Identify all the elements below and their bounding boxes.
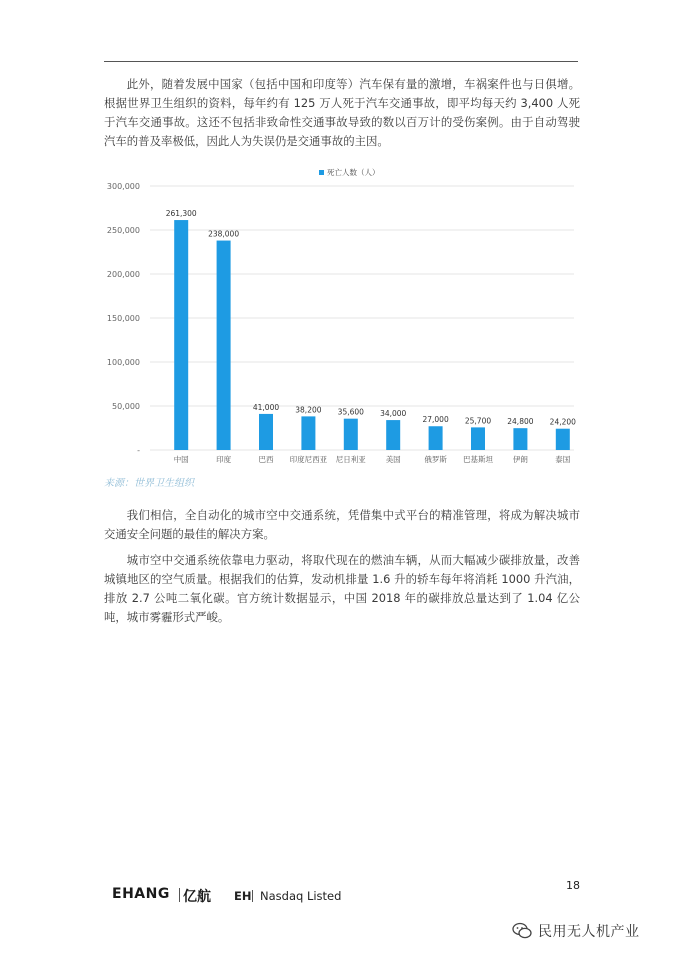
y-tick-label: -	[137, 446, 140, 455]
x-tick-label: 印度	[216, 455, 232, 464]
legend-label: 死亡人数（人）	[327, 168, 380, 177]
x-tick-label: 巴基斯坦	[463, 455, 493, 464]
page-number: 18	[566, 879, 580, 892]
bar	[471, 427, 485, 450]
paragraph-urban-air-mobility: 我们相信，全自动化的城市空中交通系统，凭借集中式平台的精准管理，将成为解决城市交通安全问题的最佳的解决方案。	[104, 508, 580, 541]
x-tick-label: 印度尼西亚	[289, 455, 328, 464]
x-tick-label: 伊朗	[512, 455, 528, 464]
y-tick-label: 50,000	[112, 402, 140, 411]
data-label: 24,800	[507, 417, 534, 427]
bar	[513, 428, 527, 450]
header-rule	[104, 61, 578, 62]
data-label: 34,000	[380, 409, 407, 419]
wechat-icon	[512, 922, 532, 940]
legend-swatch	[319, 170, 324, 175]
logo-divider	[179, 888, 180, 902]
data-label: 35,600	[337, 407, 364, 417]
ticker-symbol: EH	[234, 889, 252, 903]
x-tick-label: 尼日利亚	[335, 455, 366, 464]
paragraph-carbon-emissions: 城市空中交通系统依靠电力驱动，将取代现在的燃油车辆，从而大幅减少碳排放量，改善城镇地区的空气质量。根据我们的估算，发动机排量 1.6 升的轿车每年将消耗 1000 升汽油，排放 2.7 公吨二氧化碳。官方统计数据显示，中国 2018 年的碳排放总量达到了 1.04 亿公吨，城市雾霾形式严峻。	[104, 553, 580, 624]
x-tick-label: 美国	[385, 455, 401, 464]
ticker-divider	[252, 890, 253, 902]
data-label: 41,000	[252, 402, 280, 412]
data-label: 38,200	[295, 405, 322, 415]
watermark-text: 民用无人机产业	[538, 924, 640, 940]
nasdaq-listed: Nasdaq Listed	[260, 889, 342, 903]
bar	[556, 429, 570, 450]
chart-source-note: 来源：世界卫生组织	[104, 478, 194, 489]
y-tick-label: 100,000	[106, 358, 140, 367]
y-tick-label: 200,000	[106, 270, 140, 279]
bar	[386, 420, 400, 450]
data-label: 238,000	[208, 229, 240, 239]
death-toll-bar-chart	[104, 162, 580, 472]
bar	[174, 220, 188, 450]
data-label: 24,200	[549, 417, 576, 427]
data-label: 261,300	[165, 209, 197, 219]
y-tick-label: 250,000	[106, 226, 140, 235]
bar	[301, 416, 315, 450]
bar	[217, 241, 231, 450]
x-tick-label: 泰国	[555, 455, 571, 464]
bar	[344, 419, 358, 450]
bar	[429, 426, 443, 450]
y-tick-label: 300,000	[106, 182, 140, 191]
x-tick-label: 中国	[173, 455, 189, 464]
y-tick-label: 150,000	[106, 314, 140, 323]
ehang-logo: EHANG	[112, 886, 170, 902]
ehang-logo-cn: 亿航	[183, 889, 211, 905]
bar	[259, 414, 273, 450]
x-tick-label: 巴西	[258, 455, 274, 464]
wechat-watermark	[512, 921, 640, 941]
data-label: 27,000	[422, 415, 449, 425]
x-tick-label: 俄罗斯	[424, 455, 447, 464]
paragraph-traffic-accidents: 此外，随着发展中国家（包括中国和印度等）汽车保有量的激增，车祸案件也与日俱增。根据世界卫生组织的资料，每年约有 125 万人死于汽车交通事故，即平均每天约 3,400 人死于汽车交通事故。这还不包括非致命性交通事故导致的数以百万计的受伤案例。由于自动驾驶汽车的普及率极低，因此人为失误仍是交通事故的主因。	[104, 77, 580, 148]
data-label: 25,700	[464, 416, 492, 426]
